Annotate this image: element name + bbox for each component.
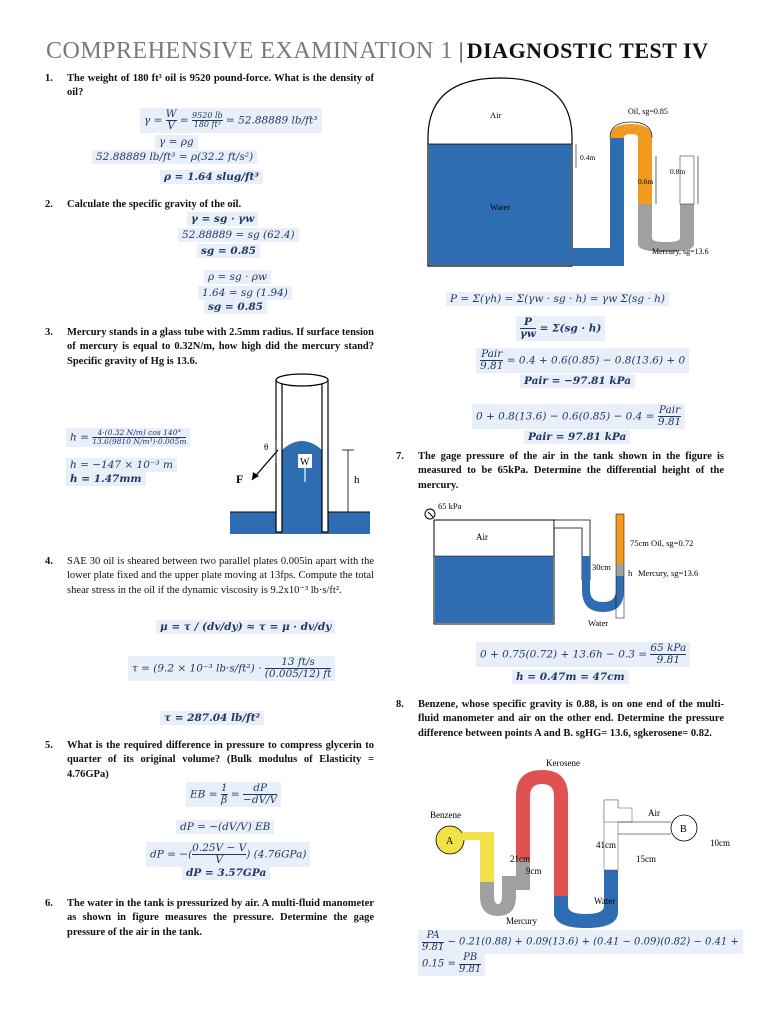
dim-30: 30cm (592, 562, 611, 572)
q7-answer: h = 0.47m = 47cm (512, 670, 629, 684)
q3-eq2: h = −147 × 10⁻³ m (66, 458, 177, 472)
q2-eq2: 52.88889 = sg (62.4) (178, 228, 299, 242)
title-separator: | (458, 38, 464, 63)
water-label: Water (490, 202, 511, 212)
question-text: Calculate the specific gravity of the oil. (67, 199, 242, 210)
oil-label: Oil, sg=0.85 (628, 107, 668, 116)
question-number: 7. (396, 451, 404, 462)
question-number: 5. (45, 740, 53, 751)
question-number: 4. (45, 556, 53, 567)
q8-eq2: 0.15 = $\frac{PB}{9.81}$ (418, 952, 485, 976)
mercury-label: Mercury, sg=13.6 (638, 568, 699, 578)
mercury-label: Mercury (506, 916, 537, 926)
q6-manometer-figure (420, 76, 712, 284)
question-2 (45, 198, 374, 212)
q2-eq4: ρ = sg · ρw (204, 270, 271, 284)
question-number: 8. (396, 699, 404, 710)
q7-eq1: 0 + 0.75(0.72) + 13.6h − 0.3 = $\frac{\text{65 kPa}}{9.81}$ (476, 642, 690, 667)
air-label: Air (476, 532, 488, 542)
weight-label: W (300, 457, 310, 468)
h-label: h (628, 568, 633, 578)
question-text: What is the required difference in pressure to compress glycerin to quarter of its original volume? (Bulk modulus of Elasticity = 4.76GPa) (67, 740, 374, 780)
water-label: Water (594, 896, 616, 906)
q1-eq2: γ = ρg (155, 135, 198, 149)
q6-answer-2: Pair = 97.81 kPa (524, 430, 630, 444)
q5-eq2: dP = −(dV/V) EB (176, 820, 274, 834)
benzene-label: Benzene (430, 810, 461, 820)
q5-eq1: EB = $\frac{1}{\beta}$ = $\frac{dP}{-dV/V}$ (186, 782, 281, 807)
q1-eq3: 52.88889 lb/ft³ = ρ(32.2 ft/s²) (92, 150, 257, 164)
q2-answer-2: sg = 0.85 (204, 300, 267, 314)
question-5 (45, 739, 374, 782)
question-4 (45, 555, 374, 598)
question-1 (45, 72, 374, 101)
dim-15: 15cm (636, 854, 656, 864)
q2-answer-1: sg = 0.85 (197, 244, 260, 258)
q2-eq1: γ = sg · γw (187, 212, 258, 226)
question-6 (45, 897, 374, 940)
title-sub: DIAGNOSTIC TEST IV (466, 38, 709, 63)
q4-eq2: τ = (9.2 × 10⁻³ lb·s/ft²) · $\frac{13 ft/s}{(0.005/12) ft}$ (128, 656, 335, 681)
q6-answer-1: Pair = −97.81 kPa (520, 374, 635, 388)
dim-75: 75cm Oil, sg=0.72 (630, 538, 694, 548)
kerosene-label: Kerosene (546, 758, 580, 768)
theta-label: θ (264, 442, 269, 452)
q6-eq1: P = Σ(γh) = Σ(γw · sg · h) = γw Σ(sg · h) (446, 292, 669, 306)
dim-08: 0.8m (670, 167, 686, 176)
q8-manometer-figure (426, 756, 736, 928)
question-7 (396, 450, 724, 493)
q3-eq1: h = $\frac{4\cdot(0.32 N/m) \cos 140^\circ}{\text{13.6(9810 N/m³)·0.005m}}$ (66, 428, 190, 447)
question-text: SAE 30 oil is sheared between two parallel plates 0.005in apart with the lower plate fixed and the upper plate moving at 13fps. Compute the total shear stress in the oil if the dynamic viscosity is 9.2x10⁻³ lb·s/ft². (67, 556, 374, 596)
dim-9: 9cm (526, 866, 542, 876)
question-text: The gage pressure of the air in the tank shown in the figure is measured to be 65kPa. Determine the differential height of the mercury. (418, 451, 724, 491)
water-label: Water (588, 618, 609, 628)
q6-eq2: $\frac{P}{\gamma w}$ = Σ(sg · h) (516, 316, 605, 341)
q1-eq1: γ = $\frac{W}{V}$ = $\frac{9520 lb}{\text{180 ft³}}$ = 52.88889 lb/ft³ (140, 108, 322, 133)
force-label: F (236, 472, 244, 486)
question-text: Mercury stands in a glass tube with 2.5mm radius. If surface tension of mercury is equal to 0.32N/m, how high did the mercury stand? Specific gravity of Hg is 13.6. (67, 327, 374, 367)
q6-eq3: $\frac{\text{Pair}}{9.81}$ = 0.4 + 0.6(0.85) − 0.8(13.6) + 0 (476, 348, 689, 373)
height-label: h (354, 474, 360, 486)
q4-answer: τ = 287.04 lb/ft² (160, 711, 264, 725)
title-main: COMPREHENSIVE EXAMINATION 1 (46, 38, 453, 64)
q3-answer: h = 1.47mm (66, 472, 146, 486)
question-text: The weight of 180 ft³ oil is 9520 pound-force. What is the density of oil? (67, 73, 374, 99)
question-number: 3. (45, 327, 53, 338)
air-label: Air (648, 808, 660, 818)
question-3 (45, 326, 374, 369)
capillary-figure (230, 368, 370, 536)
dim-10: 10cm (710, 838, 730, 848)
point-a-label: A (446, 836, 454, 847)
air-label: Air (490, 110, 502, 120)
q4-eq1: μ = τ / (dv/dy) ≈ τ = μ · dv/dy (156, 620, 335, 634)
q5-answer: dP = 3.57GPa (182, 866, 270, 880)
q8-eq1: $\frac{PA}{9.81}$ − 0.21(0.88) + 0.09(13.6) + (0.41 − 0.09)(0.82) − 0.41 + (418, 930, 743, 954)
question-number: 2. (45, 199, 53, 210)
q1-answer: ρ = 1.64 slug/ft³ (160, 170, 263, 184)
question-text: Benzene, whose specific gravity is 0.88, is on one end of the multi-fluid manometer and air on the other end. Determine the pressure difference between points A and B. sgHG= 13.6, sgkerosene= 0.82. (418, 699, 724, 739)
question-text: The water in the tank is pressurized by air. A multi-fluid manometer as shown in figure measures the pressure. Determine the gage pressure of the air in the tank. (67, 898, 374, 938)
q2-eq5: 1.64 = sg (1.94) (198, 286, 292, 300)
point-b-label: B (680, 824, 687, 835)
gauge-label: 65 kPa (438, 501, 462, 511)
dim-04: 0.4m (580, 153, 596, 162)
dim-06: 0.6m (638, 177, 654, 186)
q6-eq5: 0 + 0.8(13.6) − 0.6(0.85) − 0.4 = $\frac{\text{Pair}}{9.81}$ (472, 404, 685, 429)
question-number: 1. (45, 73, 53, 84)
dim-41: 41cm (596, 840, 616, 850)
question-8 (396, 698, 724, 741)
page-title (46, 38, 708, 65)
q5-eq3: dP = −( $\frac{0.25V - V}{V}$ ) (4.76GPa) (146, 842, 310, 867)
question-number: 6. (45, 898, 53, 909)
mercury-label: Mercury, sg=13.6 (652, 247, 709, 256)
dim-21: 21cm (510, 854, 530, 864)
q7-manometer-figure (418, 496, 728, 634)
